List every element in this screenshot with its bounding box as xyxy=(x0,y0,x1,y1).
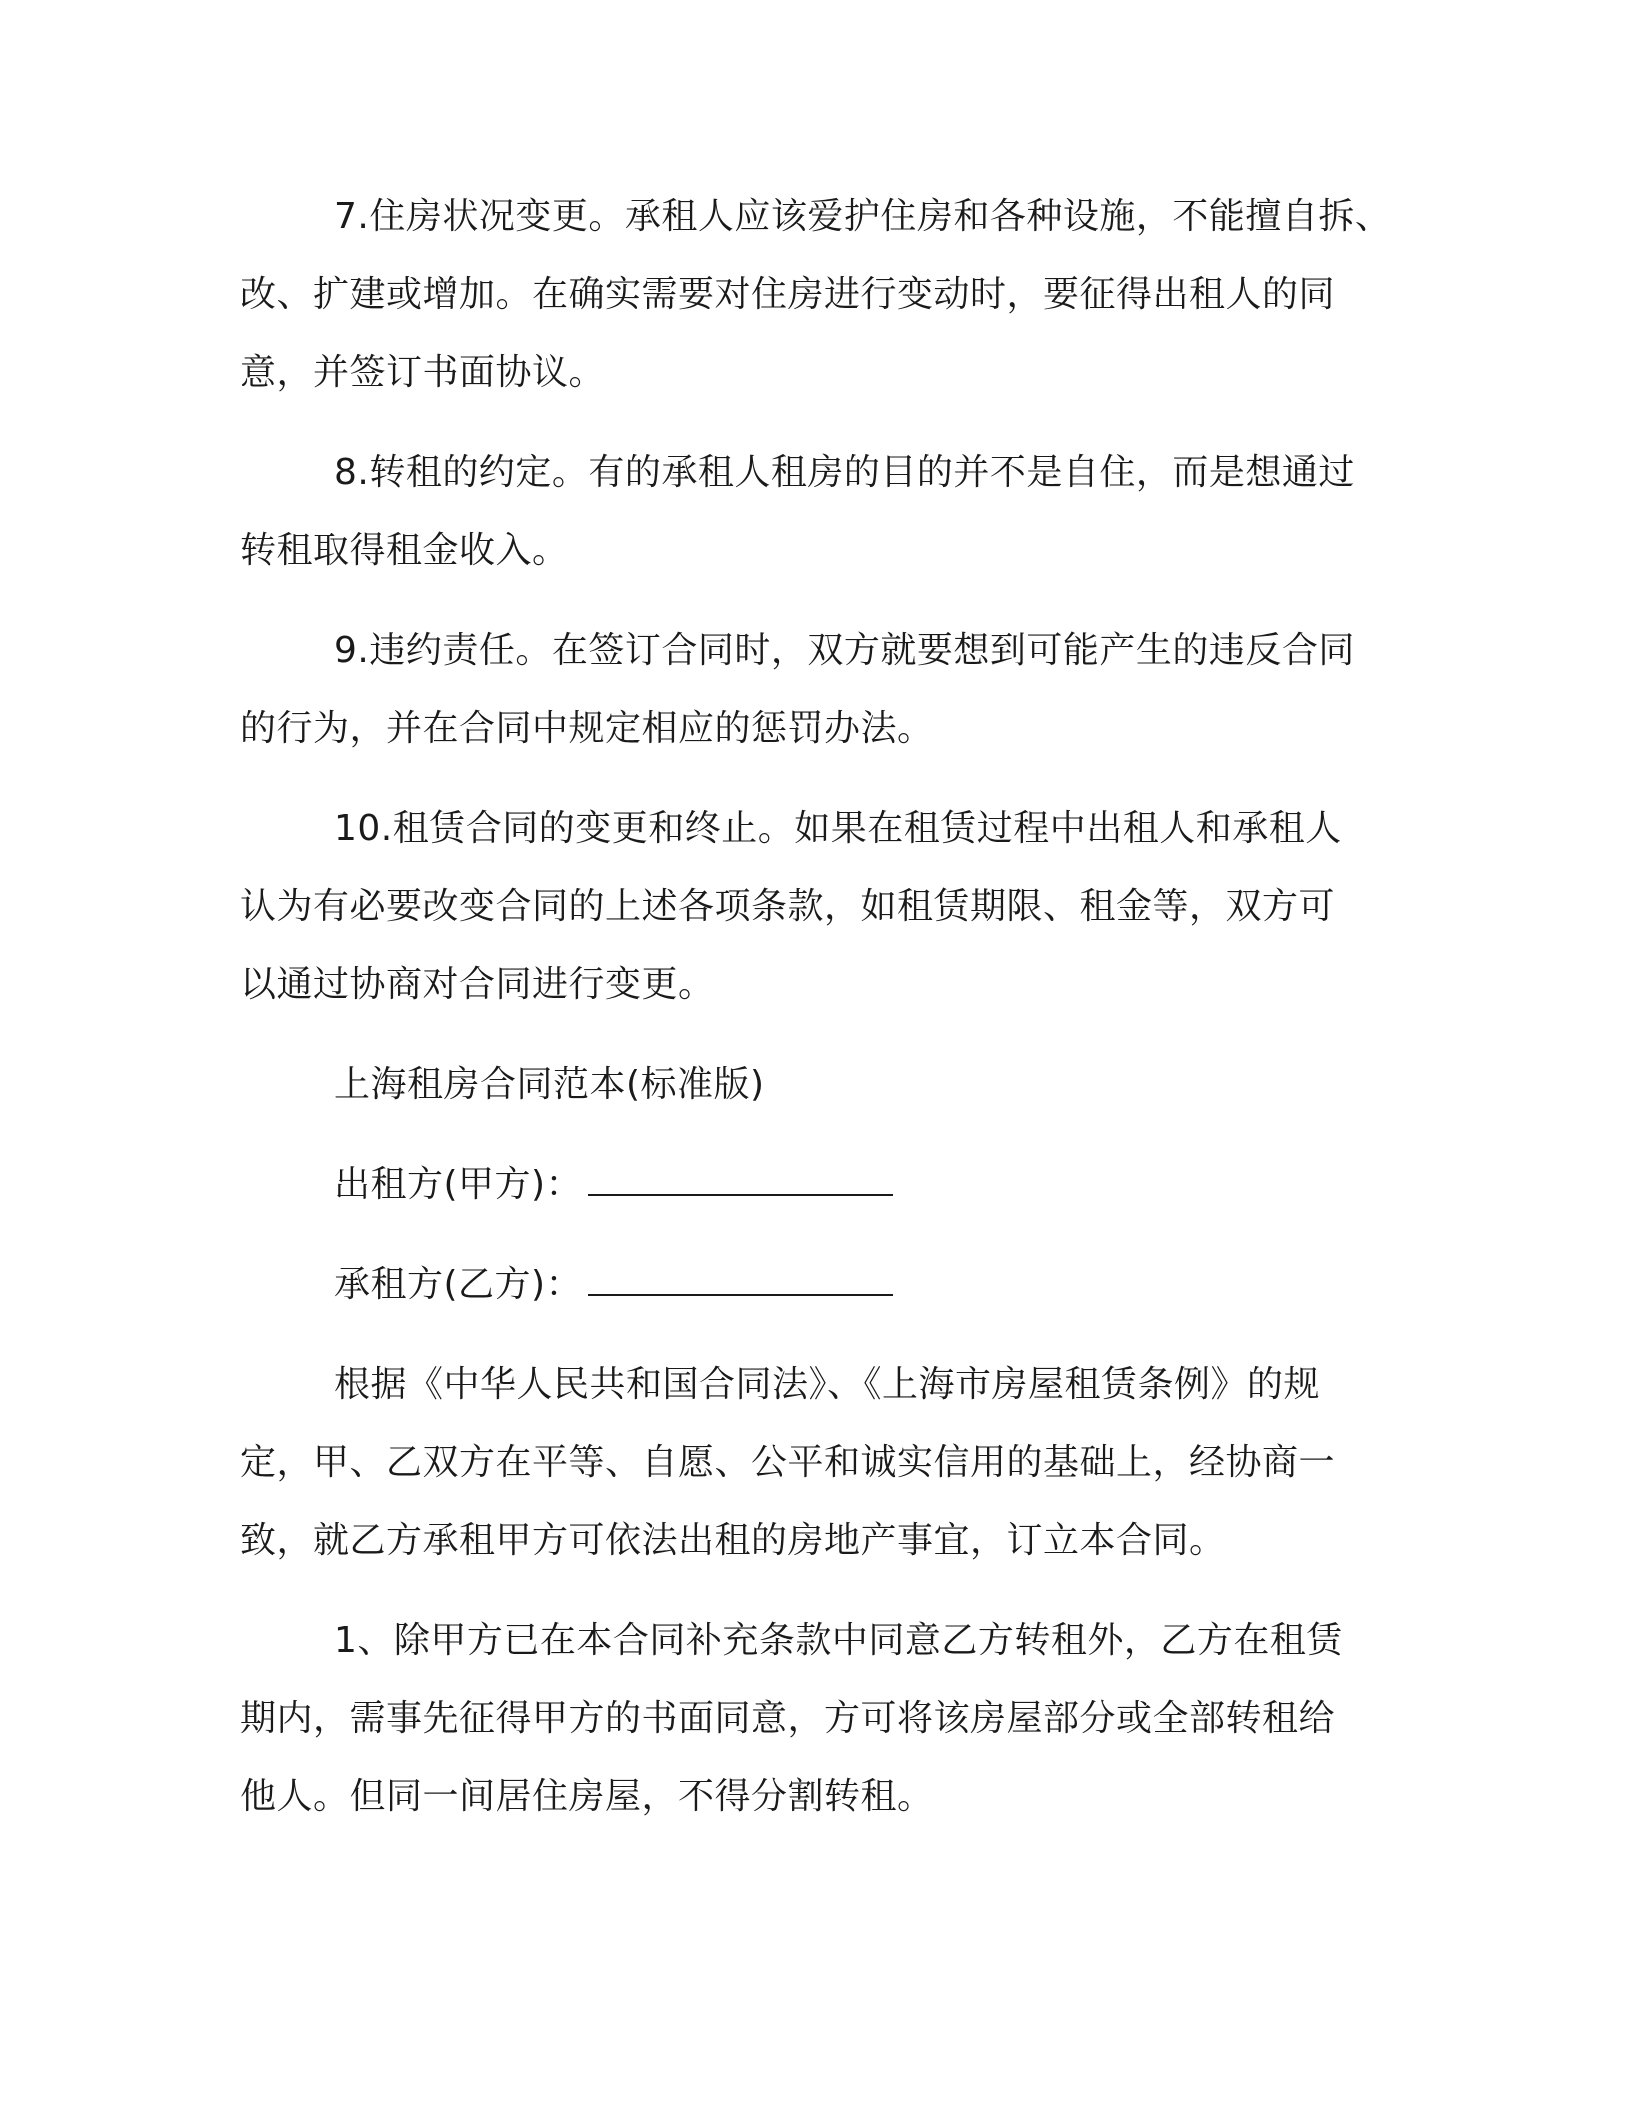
lessor-label: 出租方(甲方)： xyxy=(334,1164,583,1205)
paragraph-line: 他人。但同一间居住房屋，不得分割转租。 xyxy=(240,1776,934,1817)
paragraph-line: 以通过协商对合同进行变更。 xyxy=(240,964,715,1005)
paragraph-line: 根据《中华人民共和国合同法》、《上海市房屋租赁条例》的规 xyxy=(334,1364,1321,1405)
clause-1-sublease xyxy=(240,1602,1390,1836)
paragraph-line: 8.转租的约定。有的承租人租房的目的并不是自住，而是想通过 xyxy=(334,452,1355,493)
paragraph-line: 定，甲、乙双方在平等、自愿、公平和诚实信用的基础上，经协商一 xyxy=(240,1442,1336,1483)
lessor-line xyxy=(240,1146,1390,1224)
paragraph-8-sublease xyxy=(240,434,1390,590)
paragraph-line: 1、除甲方已在本合同补充条款中同意乙方转租外，乙方在租赁 xyxy=(334,1620,1343,1661)
paragraph-line: 9.违约责任。在签订合同时，双方就要想到可能产生的违反合同 xyxy=(334,630,1355,671)
paragraph-line: 改、扩建或增加。在确实需要对住房进行变动时，要征得出租人的同 xyxy=(240,274,1336,315)
lessee-label: 承租方(乙方)： xyxy=(334,1264,583,1305)
lessor-blank xyxy=(588,1164,893,1196)
lessee-field xyxy=(240,1246,1390,1324)
paragraph-line: 意，并签订书面协议。 xyxy=(240,352,606,393)
preamble-paragraph xyxy=(240,1346,1390,1580)
contract-title xyxy=(240,1046,1390,1124)
paragraph-7-housing-change xyxy=(240,178,1390,412)
paragraph-line: 10.租赁合同的变更和终止。如果在租赁过程中出租人和承租人 xyxy=(334,808,1342,849)
contract-title-text: 上海租房合同范本(标准版) xyxy=(334,1064,765,1105)
lessee-blank xyxy=(588,1264,893,1296)
paragraph-line: 致，就乙方承租甲方可依法出租的房地产事宜，订立本合同。 xyxy=(240,1520,1226,1561)
paragraph-line: 认为有必要改变合同的上述各项条款，如租赁期限、租金等，双方可 xyxy=(240,886,1336,927)
paragraph-line: 期内，需事先征得甲方的书面同意，方可将该房屋部分或全部转租给 xyxy=(240,1698,1336,1739)
lessee-line xyxy=(240,1246,1390,1324)
lessor-field xyxy=(240,1146,1390,1224)
paragraph-line: 的行为，并在合同中规定相应的惩罚办法。 xyxy=(240,708,934,749)
paragraph-9-liability xyxy=(240,612,1390,768)
paragraph-line: 7.住房状况变更。承租人应该爱护住房和各种设施，不能擅自拆、 xyxy=(334,196,1392,237)
paragraph-10-change-termination xyxy=(240,790,1390,1024)
paragraph-line: 转租取得租金收入。 xyxy=(240,530,569,571)
